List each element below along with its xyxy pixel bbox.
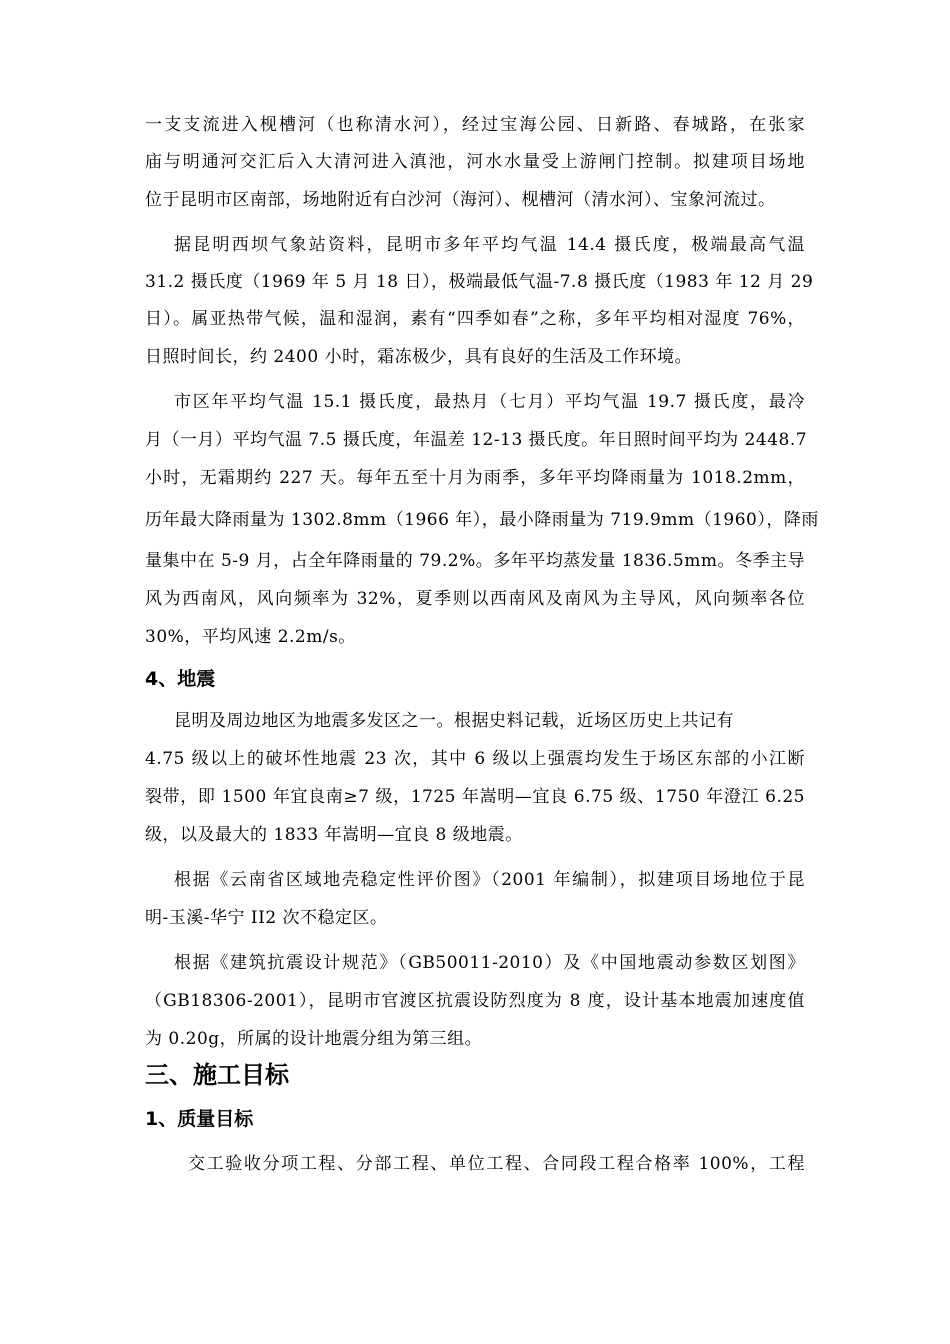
paragraph-2-line-1: 据昆明西坝气象站资料，昆明市多年平均气温 14.4 摄氏度，极端最高气温 <box>174 235 805 255</box>
paragraph-3-line-7: 30%，平均风速 2.2m/s。 <box>145 627 356 647</box>
paragraph-2-line-3: 日）。属亚热带气候，温和湿润，素有“四季如春”之称，多年平均相对湿度 76%， <box>145 309 805 329</box>
paragraph-2-line-2: 31.2 摄氏度（1969 年 5 月 18 日），极端最低气温-7.8 摄氏度（1983 年 12 月 29 <box>145 272 814 292</box>
paragraph-6-line-1: 根据《建筑抗震设计规范》（GB50011-2010）及《中国地震动参数区划图》 <box>174 953 805 973</box>
paragraph-1-line-1: 一支支流进入枧槽河（也称清水河），经过宝海公园、日新路、春城路，在张家 <box>145 115 805 135</box>
paragraph-3-line-3: 小时，无霜期约 227 天。每年五至十月为雨季，多年平均降雨量为 1018.2mm， <box>145 468 805 488</box>
paragraph-1-line-3: 位于昆明市区南部，场地附近有白沙河（海河）、枧槽河（清水河）、宝象河流过。 <box>145 190 776 210</box>
paragraph-2-line-4: 日照时间长，约 2400 小时，霜冻极少，具有良好的生活及工作环境。 <box>145 347 693 367</box>
paragraph-4-line-2: 4.75 级以上的破坏性地震 23 次，其中 6 级以上强震均发生于场区东部的小江断 <box>145 749 805 769</box>
paragraph-3-line-2: 月（一月）平均气温 7.5 摄氏度，年温差 12-13 摄氏度。年日照时间平均为 2448.7 <box>145 430 808 450</box>
paragraph-4-line-1: 昆明及周边地区为地震多发区之一。根据史料记载，近场区历史上共记有 <box>174 711 734 731</box>
paragraph-3-line-5: 量集中在 5-9 月，占全年降雨量的 79.2%。多年平均蒸发量 1836.5mm。冬季主导 <box>145 551 805 571</box>
paragraph-7-line-1: 交工验收分项工程、分部工程、单位工程、合同段工程合格率 100%，工程 <box>188 1154 805 1174</box>
paragraph-4-line-4: 级，以及最大的 1833 年嵩明—宜良 8 级地震。 <box>145 825 523 845</box>
paragraph-1-line-2: 庙与明通河交汇后入大清河进入滇池，河水水量受上游闸门控制。拟建项目场地 <box>145 152 805 172</box>
heading-earthquake: 4、地震 <box>145 668 216 690</box>
heading-quality-target: 1、质量目标 <box>145 1108 254 1130</box>
heading-section-3: 三、施工目标 <box>145 1061 289 1089</box>
paragraph-4-line-3: 裂带，即 1500 年宜良南≥7 级，1725 年嵩明—宜良 6.75 级、1750 年澄江 6.25 <box>145 787 805 807</box>
paragraph-3-line-4: 历年最大降雨量为 1302.8mm（1966 年），最小降雨量为 719.9mm（1960），降雨 <box>145 510 819 530</box>
paragraph-5-line-2: 明-玉溪-华宁 II2 次不稳定区。 <box>145 908 388 928</box>
paragraph-5-line-1: 根据《云南省区域地壳稳定性评价图》（2001 年编制），拟建项目场地位于昆 <box>174 870 805 890</box>
paragraph-3-line-1: 市区年平均气温 15.1 摄氏度，最热月（七月）平均气温 19.7 摄氏度，最冷 <box>174 392 805 412</box>
paragraph-6-line-3: 为 0.20g，所属的设计地震分组为第三组。 <box>145 1029 483 1049</box>
paragraph-3-line-6: 风为西南风，风向频率为 32%，夏季则以西南风及南风为主导风，风向频率各位 <box>145 589 805 609</box>
paragraph-6-line-2: （GB18306-2001），昆明市官渡区抗震设防烈度为 8 度，设计基本地震加速度值 <box>145 991 805 1011</box>
